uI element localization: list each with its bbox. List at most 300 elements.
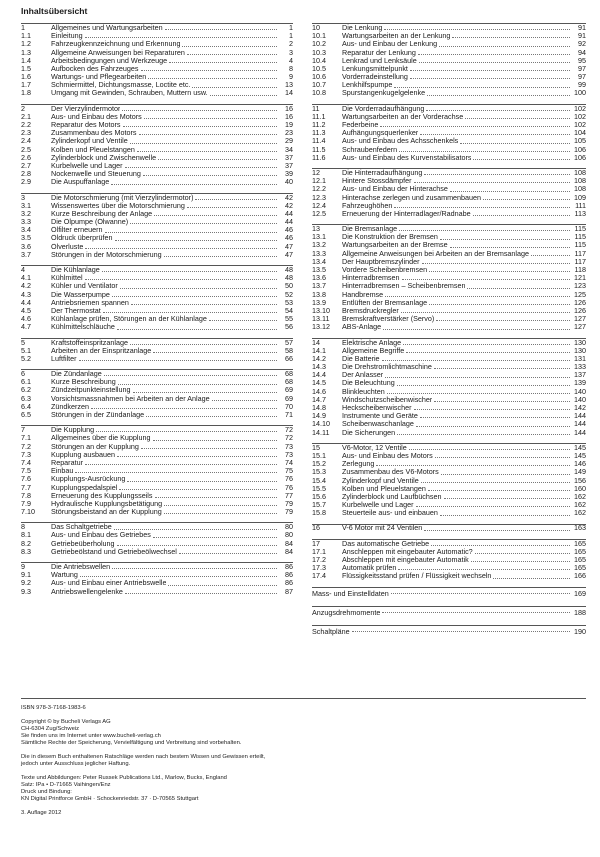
toc-entry-page: 8 [289, 63, 293, 73]
toc-entry-page: 105 [574, 136, 586, 146]
toc-entry-page: 2 [289, 39, 293, 49]
dot-leader [434, 367, 570, 369]
toc-entry-page: 165 [574, 555, 586, 565]
toc-entry-number: 4.6 [21, 314, 31, 324]
toc-entry-number: 7.9 [21, 498, 31, 508]
toc-entry-number: 13.10 [312, 305, 330, 315]
toc-entry-title: Luftfilter [51, 354, 77, 363]
toc-entry-title: Zündkerzen [51, 402, 89, 411]
dot-leader [440, 238, 570, 240]
credits-line: Druck und Bindung: [21, 789, 72, 795]
toc-entry-number: 11 [312, 103, 320, 113]
dot-leader [117, 544, 277, 546]
toc-entry [312, 81, 586, 89]
toc-entry-page: 165 [574, 546, 586, 556]
toc-entry [21, 387, 293, 395]
dot-leader [112, 567, 277, 569]
toc-entry-title: Fahrzeughöhen [342, 201, 393, 210]
toc-entry-number: 14.2 [312, 353, 326, 363]
toc-entry-page: 106 [574, 152, 586, 162]
toc-entry [312, 202, 586, 210]
toc-entry [312, 113, 586, 121]
toc-entry [21, 355, 293, 363]
toc-entry [21, 65, 293, 73]
toc-entry-page: 162 [574, 491, 586, 501]
toc-entry-number: 15.5 [312, 483, 326, 493]
toc-chapter-group [21, 425, 293, 516]
toc-entry-page: 39 [285, 169, 293, 179]
toc-entry-page: 77 [285, 490, 293, 500]
toc-entry-title: Zusammenbau des Motors [51, 129, 137, 138]
toc-entry-page: 76 [285, 482, 293, 492]
toc-entry-title: Allgemeines und Wartungsarbeiten [51, 23, 163, 32]
toc-entry [312, 225, 586, 233]
toc-entry-page: 75 [285, 466, 293, 476]
toc-entry-title: Zündzeitpunkteinstellung [51, 386, 131, 395]
dot-leader [187, 53, 277, 55]
dot-leader [153, 351, 277, 353]
disclaimer-block [21, 754, 586, 768]
toc-entry-title: Kühlanlage prüfen, Störungen an der Kühlanlage [51, 315, 207, 324]
dot-leader [123, 125, 277, 127]
toc-entry [21, 467, 293, 475]
toc-entry-number: 10 [312, 22, 320, 32]
imprint [21, 698, 586, 824]
dot-leader [168, 584, 277, 586]
toc-entry-page: 115 [574, 232, 586, 242]
toc-entry-number: 9.1 [21, 570, 31, 580]
toc-entry-title: ABS-Anlage [342, 323, 382, 332]
toc-entry [312, 210, 586, 218]
dot-leader [114, 528, 277, 530]
toc-entry [21, 146, 293, 154]
dot-leader [210, 94, 277, 96]
toc-entry-page: 102 [574, 120, 586, 130]
toc-right-column [312, 23, 586, 644]
toc-entry-page: 139 [574, 378, 586, 388]
credits-block [21, 775, 586, 803]
dot-leader [117, 328, 277, 330]
dot-leader [399, 229, 570, 231]
dot-leader [384, 28, 570, 30]
toc-entry-title: Der Hauptbremszylinder [342, 257, 420, 266]
copyright-line: Sämtliche Rechte der Speicherung, Vervielfältigung und Verbreitung sind vorbehalten. [21, 740, 242, 746]
toc-entry-number: 2 [21, 103, 25, 113]
toc-entry-title: Der Thermostat [51, 306, 101, 315]
toc-entry-number: 6.2 [21, 385, 31, 395]
toc-entry [312, 307, 586, 315]
toc-entry-number: 2.5 [21, 144, 31, 154]
toc-entry-page: 140 [574, 386, 586, 396]
toc-entry [21, 243, 293, 251]
toc-entry [312, 194, 586, 202]
toc-chapter-group [21, 193, 293, 260]
toc-entry-title: Schraubenfedern [342, 145, 398, 154]
toc-entry-number: 14.6 [312, 386, 326, 396]
toc-entry-title: Die Antriebswellen [51, 563, 111, 572]
toc-entry-title: Getriebeüberholung [51, 539, 115, 548]
dot-leader [465, 117, 570, 119]
toc-entry [21, 426, 293, 434]
toc-entry-title: Fahrzeugkennzeichnung und Erkennung [51, 40, 181, 49]
toc-entry-title: Kurze Beschreibung [51, 378, 116, 387]
appendix-title: Anzugsdrehmomente [312, 608, 381, 617]
toc-entry-page: 111 [575, 200, 586, 210]
toc-entry [21, 492, 293, 500]
toc-entry-title: Kühlmittelschläuche [51, 323, 115, 332]
toc-entry-title: Aus- und Einbau einer Antriebswelle [51, 579, 167, 588]
toc-entry-title: Die Batterie [342, 354, 380, 363]
dot-leader [427, 94, 570, 96]
toc-entry [21, 251, 293, 259]
toc-entry-number: 5.2 [21, 353, 31, 363]
toc-entry-page: 14 [285, 88, 293, 98]
toc-entry [312, 429, 586, 437]
toc-entry [312, 452, 586, 460]
toc-entry-number: 6.3 [21, 393, 31, 403]
toc-entry [312, 477, 586, 485]
toc-entry-title: Das automatische Getriebe [342, 539, 430, 548]
toc-entry-number: 17.2 [312, 555, 326, 565]
toc-entry-page: 19 [285, 120, 293, 130]
toc-entry-page: 108 [574, 176, 586, 186]
toc-entry-title: Wissenswertes über die Motorschmierung [51, 201, 185, 210]
toc-entry-title: Lenkrad und Lenksäule [342, 56, 417, 65]
toc-entry-number: 7.8 [21, 490, 31, 500]
toc-entry-page: 102 [574, 103, 586, 113]
dot-leader [119, 488, 277, 490]
toc-entry-title: Lenkungsmittelpunkt [342, 64, 408, 73]
toc-entry [21, 202, 293, 210]
dot-leader [397, 384, 570, 386]
toc-entry-page: 46 [285, 233, 293, 243]
toc-entry-page: 74 [285, 457, 293, 467]
toc-chapter-group [312, 338, 586, 437]
toc-entry-page: 162 [574, 500, 586, 510]
toc-entry-page: 109 [574, 192, 586, 202]
toc-entry-title: Allgemeines über die Kupplung [51, 434, 151, 443]
toc-entry-page: 4 [289, 55, 293, 65]
toc-entry-title: Die Konstruktion der Bremsen [342, 233, 438, 242]
dot-leader [169, 61, 277, 63]
toc-chapter-group [21, 369, 293, 419]
toc-chapter-group [312, 443, 586, 518]
toc-entry-number: 17 [312, 538, 320, 548]
toc-entry-number: 11.6 [312, 152, 326, 162]
toc-entry-title: Die Vorderradaufhängung [342, 104, 425, 113]
dot-leader [444, 497, 571, 499]
toc-entry-page: 13 [285, 80, 293, 90]
dot-leader [179, 552, 277, 554]
toc-entry-number: 3.2 [21, 208, 31, 218]
appendix-group [312, 606, 586, 619]
dot-leader [105, 231, 277, 233]
toc-entry-number: 15.2 [312, 459, 326, 469]
toc-entry-number: 14.5 [312, 378, 326, 388]
toc-entry-page: 57 [285, 337, 293, 347]
toc-entry-number: 3.6 [21, 241, 31, 251]
appendix-entry [312, 607, 586, 619]
toc-entry-title: Aus- und Einbau des Kurvenstabilisators [342, 153, 472, 162]
toc-entry [21, 90, 293, 98]
dot-leader [137, 150, 277, 152]
toc-entry [312, 258, 586, 266]
toc-entry-title: Zylinderkopf und Ventile [342, 476, 419, 485]
dot-leader [85, 278, 277, 280]
toc-entry [312, 242, 586, 250]
toc-entry [312, 347, 586, 355]
dot-leader [416, 425, 570, 427]
dot-leader [397, 433, 570, 435]
toc-entry-title: Wartungsarbeiten an der Lenkung [342, 32, 451, 41]
toc-entry-page: 123 [574, 281, 586, 291]
toc-entry-page: 80 [285, 530, 293, 540]
dot-leader [125, 592, 277, 594]
toc-entry-title: Störungen in der Motorschmierung [51, 250, 162, 259]
dot-leader [115, 239, 277, 241]
toc-entry-page: 16 [285, 111, 293, 121]
toc-entry-number: 4.3 [21, 289, 31, 299]
appendix-title: Mass- und Einstelldaten [312, 589, 389, 598]
toc-entry-page: 9 [289, 72, 293, 82]
toc-entry-title: Kolben und Pleuelstangen [51, 145, 135, 154]
dot-leader [154, 214, 277, 216]
dot-leader [399, 150, 570, 152]
toc-entry-page: 79 [285, 507, 293, 517]
toc-entry-title: Elektrische Anlage [342, 338, 402, 347]
dot-leader [439, 45, 570, 47]
toc-entry-page: 106 [574, 144, 586, 154]
toc-entry-title: Kraftstoffeinspritzanlage [51, 338, 128, 347]
toc-entry [312, 315, 586, 323]
toc-entry-number: 9 [21, 562, 25, 572]
toc-entry [21, 291, 293, 299]
toc-entry-number: 11.2 [312, 120, 326, 130]
toc-entry-title: Das Schaltgetriebe [51, 523, 112, 532]
toc-entry-title: Aus- und Einbau der Lenkung [342, 40, 438, 49]
toc-entry-number: 3.5 [21, 233, 31, 243]
dot-leader [75, 471, 277, 473]
toc-entry-number: 2.6 [21, 152, 31, 162]
dot-leader [410, 77, 570, 79]
toc-entry-number: 13.4 [312, 256, 326, 266]
dot-leader [118, 383, 277, 385]
toc-entry-title: Automatik prüfen [342, 564, 397, 573]
toc-entry [21, 24, 293, 32]
toc-entry-number: 10.6 [312, 72, 326, 82]
toc-entry-title: Instrumente und Geräte [342, 412, 418, 421]
toc-entry-number: 6.5 [21, 410, 31, 420]
toc-entry-number: 12.4 [312, 200, 326, 210]
toc-entry-page: 91 [578, 22, 586, 32]
toc-entry-title: Federbeine [342, 121, 379, 130]
toc-entry-page: 16 [285, 103, 293, 113]
toc-entry-title: Bremsdruckregler [342, 306, 399, 315]
dot-leader [103, 311, 277, 313]
toc-entry-title: Aus- und Einbau des Getriebes [51, 531, 151, 540]
toc-entry-number: 1.5 [21, 63, 31, 73]
credits-line: Satz: IPa • D-71665 Vaihingen/Enz [21, 782, 111, 788]
toc-entry-number: 7.5 [21, 466, 31, 476]
toc-entry-number: 13.11 [312, 314, 330, 324]
toc-entry [312, 282, 586, 290]
toc-entry-number: 14.11 [312, 427, 330, 437]
toc-entry [21, 121, 293, 129]
toc-entry [21, 339, 293, 347]
toc-entry [21, 571, 293, 579]
dot-leader [460, 142, 570, 144]
toc-entry-page: 131 [574, 353, 586, 363]
toc-entry-number: 3.7 [21, 249, 31, 259]
dot-leader [418, 53, 570, 55]
toc-entry-title: Die Drehstromlichtmaschine [342, 363, 432, 372]
toc-entry [312, 233, 586, 241]
toc-entry-page: 162 [574, 508, 586, 518]
toc-entry-title: Zusammenbau des V6-Motors [342, 468, 439, 477]
toc-entry-number: 14.8 [312, 403, 326, 413]
toc-entry [21, 57, 293, 65]
toc-entry-page: 69 [285, 385, 293, 395]
toc-entry [21, 500, 293, 508]
dot-leader [96, 430, 277, 432]
toc-entry [312, 396, 586, 404]
toc-entry-title: Reparatur [51, 458, 83, 467]
toc-entry-number: 7.1 [21, 433, 31, 443]
toc-entry [312, 105, 586, 113]
toc-entry-title: Anschleppen mit eingebauter Automatic? [342, 547, 473, 556]
toc-entry-page: 91 [578, 31, 586, 41]
dot-leader [471, 560, 570, 562]
toc-entry-number: 1.6 [21, 72, 31, 82]
toc-entry-number: 15.6 [312, 491, 326, 501]
toc-entry [312, 380, 586, 388]
toc-entry [21, 129, 293, 137]
toc-entry [312, 291, 586, 299]
toc-entry-number: 7.10 [21, 507, 35, 517]
dot-leader [431, 544, 570, 546]
toc-entry-title: Heckscheibenwischer [342, 404, 412, 413]
dot-leader [483, 198, 570, 200]
toc-entry-title: Wartung [51, 571, 78, 580]
toc-entry-page: 130 [574, 337, 586, 347]
dot-leader [130, 222, 277, 224]
toc-entry-page: 68 [285, 369, 293, 379]
toc-entry-number: 8 [21, 522, 25, 532]
toc-entry [21, 459, 293, 467]
toc-chapter-group [312, 104, 586, 162]
toc-entry-page: 95 [578, 55, 586, 65]
toc-entry-number: 17.3 [312, 563, 326, 573]
dot-leader [112, 295, 277, 297]
toc-entry [21, 523, 293, 531]
dot-leader [148, 77, 277, 79]
toc-entry [21, 40, 293, 48]
toc-entry-number: 7 [21, 425, 25, 435]
toc-entry [312, 420, 586, 428]
toc-entry-title: Handbremse [342, 290, 384, 299]
toc-entry-number: 3.4 [21, 225, 31, 235]
credits-line: Texte und Abbildungen: Peter Russek Publications Ltd., Marlow, Bucks, England [21, 775, 227, 781]
dot-leader [380, 125, 570, 127]
toc-entry-number: 10.3 [312, 47, 326, 57]
toc-entry-title: Allgemeine Begriffe [342, 346, 405, 355]
copyright-line: Copyright © by Bucheli Verlags AG [21, 719, 111, 725]
toc-entry-number: 1.2 [21, 39, 31, 49]
dot-leader [450, 190, 570, 192]
dot-leader [104, 374, 277, 376]
toc-entry-page: 149 [574, 467, 586, 477]
toc-entry-number: 9.3 [21, 586, 31, 596]
dot-leader [117, 455, 277, 457]
toc-entry-title: Aus- und Einbau des Motors [51, 112, 142, 121]
toc-entry-title: Der Vierzylindermotor [51, 104, 121, 113]
toc-entry-page: 146 [574, 459, 586, 469]
toc-entry [312, 572, 586, 580]
dot-leader [424, 173, 570, 175]
page-title: Inhaltsübersicht [21, 6, 88, 16]
toc-entry-page: 163 [574, 523, 586, 533]
toc-entry-number: 2.7 [21, 160, 31, 170]
toc-entry-number: 11.1 [312, 111, 326, 121]
toc-entry [21, 508, 293, 516]
toc-entry-page: 125 [574, 289, 586, 299]
toc-entry [312, 388, 586, 396]
toc-entry-page: 145 [574, 442, 586, 452]
toc-entry-page: 104 [574, 128, 586, 138]
toc-entry-page: 100 [574, 88, 586, 98]
dot-leader [153, 439, 278, 441]
dot-leader [146, 415, 277, 417]
toc-entry [21, 282, 293, 290]
toc-entry-page: 140 [574, 394, 586, 404]
toc-entry-number: 12.5 [312, 208, 326, 218]
toc-chapter-group [312, 168, 586, 218]
toc-entry-title: Kupplung ausbauen [51, 450, 115, 459]
toc-entry [21, 443, 293, 451]
toc-entry-number: 13 [312, 224, 320, 234]
toc-entry-title: Kupplungspedalspiel [51, 483, 118, 492]
toc-entry-title: Die Auspuffanlage [51, 178, 110, 187]
toc-entry-page: 86 [285, 570, 293, 580]
dot-leader [435, 456, 570, 458]
toc-entry [312, 24, 586, 32]
dot-leader [127, 480, 277, 482]
toc-entry-page: 47 [285, 241, 293, 251]
toc-entry-title: Hydraulische Kupplungsbetätigung [51, 499, 163, 508]
toc-entry [312, 468, 586, 476]
toc-entry-title: Bremskraftverstärker (Servo) [342, 315, 435, 324]
toc-entry-number: 5 [21, 337, 25, 347]
toc-entry-title: Umgang mit Gewinden, Schrauben, Muttern usw. [51, 89, 208, 98]
toc-entry [312, 363, 586, 371]
dot-leader [401, 311, 570, 313]
toc-entry-number: 13.12 [312, 322, 330, 332]
toc-entry-page: 3 [289, 47, 293, 57]
toc-chapter-group [21, 265, 293, 332]
dot-leader [473, 158, 570, 160]
dot-leader [385, 295, 570, 297]
toc-entry-title: Kühlmittel [51, 274, 83, 283]
toc-entry-number: 10.4 [312, 55, 326, 65]
toc-entry-number: 14.3 [312, 362, 326, 372]
dot-leader [144, 117, 277, 119]
toc-entry-page: 1 [289, 31, 293, 41]
toc-entry-title: Erneuerung des Kupplungsseils [51, 491, 153, 500]
toc-entry [312, 556, 586, 564]
toc-entry [21, 347, 293, 355]
appendix-page: 190 [574, 626, 586, 636]
toc-entry-page: 121 [574, 273, 586, 283]
